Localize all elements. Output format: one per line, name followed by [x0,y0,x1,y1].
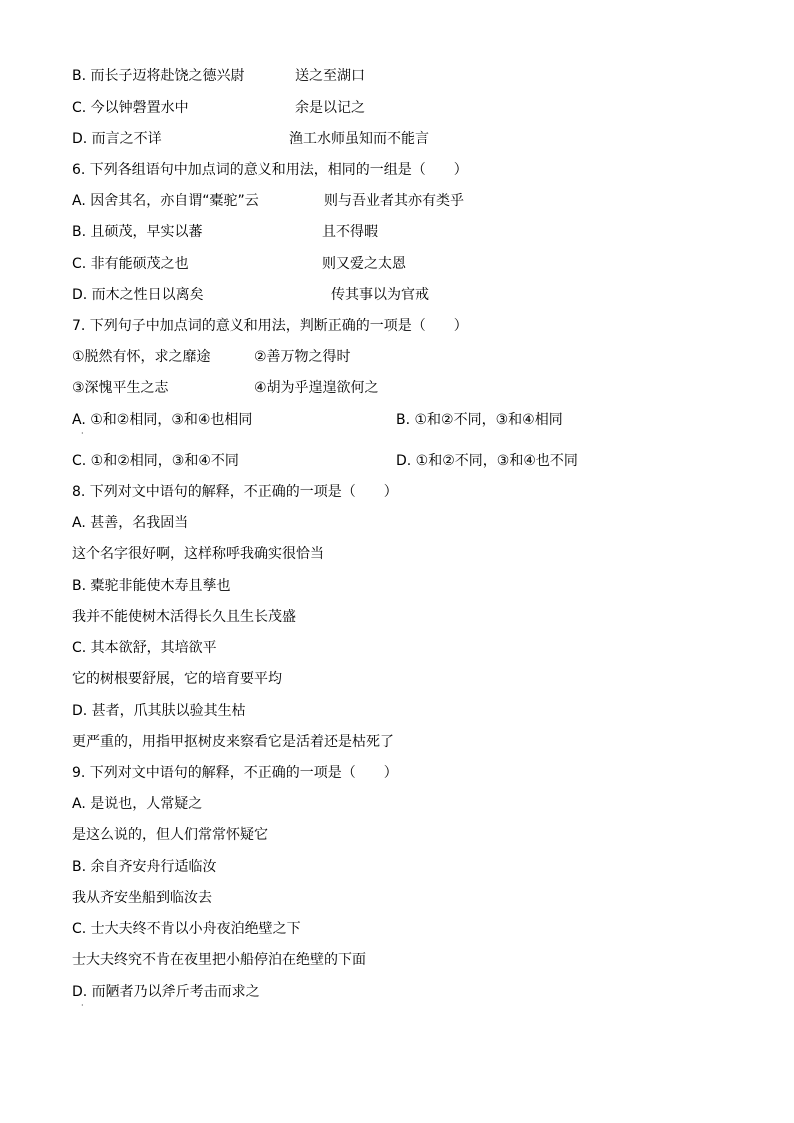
option-8a-explanation-text: 这个名字很好啊，这样称呼我确实很恰当 [72,546,324,562]
option-9c [72,918,301,940]
option-8d-explanation-text: 更严重的，用指甲抠树皮来察看它是活着还是枯死了 [72,734,394,750]
option-8b [72,575,231,597]
option-9b [72,856,217,878]
option-9a-explanation-text: 是这么说的，但人们常常怀疑它 [72,827,268,843]
option-8d-explanation [72,731,394,753]
option-9d-text: D. 而陋者乃以斧斤考击而求之 [72,984,260,1000]
option-5b-left: B. 而长子迈将赴饶之德兴尉 [72,68,245,84]
option-5c-left: C. 今以钟磬置水中 [72,100,189,116]
option-5d [72,128,429,150]
sentence-1: ①脱然有怀，求之靡途 [72,349,211,365]
sentence-2: ②善万物之得时 [254,349,351,365]
option-6a [72,190,464,212]
option-6a-right: 则与吾业者其亦有类乎 [324,193,464,209]
question-9-text: 9. 下列对文中语句的解释，不正确的一项是（ ） [72,765,398,781]
option-8c [72,637,217,659]
option-8b-explanation-text: 我并不能使树木活得长久且生长茂盛 [72,609,296,625]
option-6c-left: C. 非有能硕茂之也 [72,256,189,272]
option-9b-text: B. 余自齐安舟行适临汝 [72,859,217,875]
option-5c-right: 余是以记之 [295,100,365,116]
scan-dot-mark: · [81,1001,84,1010]
options-7ab [72,409,563,431]
option-8b-explanation [72,606,296,628]
option-8c-explanation-text: 它的树根要舒展，它的培育要平均 [72,671,282,687]
question-7-text: 7. 下列句子中加点词的意义和用法，判断正确的一项是（ ） [72,318,468,334]
question-9 [72,762,398,784]
option-8a-text: A. 甚善，名我固当 [72,515,189,531]
option-9a [72,793,202,815]
options-7cd [72,450,578,472]
question-6-text: 6. 下列各组语句中加点词的意义和用法，相同的一组是（ ） [72,162,468,178]
question-7 [72,315,468,337]
option-6b-right: 且不得暇 [322,224,378,240]
scan-dot-mark: · [81,429,84,438]
option-6c-right: 则又爱之太恩 [322,256,406,272]
option-6c [72,253,406,275]
option-7d: D. ①和②不同，③和④也不同 [396,453,578,469]
option-8b-text: B. 橐驼非能使木寿且孳也 [72,578,231,594]
sentence-pair-3-4 [72,377,379,399]
option-6d [72,284,429,306]
option-9c-explanation-text: 士大夫终究不肯在夜里把小船停泊在绝壁的下面 [72,952,366,968]
option-8a-explanation [72,543,324,565]
sentence-4: ④胡为乎遑遑欲何之 [254,380,379,396]
option-8d [72,700,246,722]
option-8c-text: C. 其本欲舒，其培欲平 [72,640,217,656]
option-6b-left: B. 且硕茂，早实以蕃 [72,224,203,240]
option-9a-text: A. 是说也，人常疑之 [72,796,203,812]
option-8c-explanation [72,668,282,690]
option-5b-right: 送之至湖口 [295,68,365,84]
option-7a: A. ①和②相同，③和④也相同 [72,412,253,428]
option-9b-explanation [72,887,212,909]
question-8-text: 8. 下列对文中语句的解释，不正确的一项是（ ） [72,484,398,500]
option-5c [72,97,365,119]
option-5b [72,65,365,87]
option-9b-explanation-text: 我从齐安坐船到临汝去 [72,890,212,906]
option-7b: B. ①和②不同，③和④相同 [396,412,563,428]
option-5d-left: D. 而言之不详 [72,131,162,147]
option-5d-right: 渔工水师虽知而不能言 [289,131,429,147]
option-9d [72,981,260,1003]
sentence-pair-1-2 [72,346,351,368]
question-8 [72,481,398,503]
option-6b [72,221,378,243]
option-7c: C. ①和②相同，③和④不同 [72,453,239,469]
option-6d-left: D. 而木之性日以离矣 [72,287,204,303]
option-9c-explanation [72,949,366,971]
option-9a-explanation [72,824,268,846]
sentence-3: ③深愧平生之志 [72,380,169,396]
option-8d-text: D. 甚者，爪其肤以验其生枯 [72,703,246,719]
option-8a [72,512,188,534]
question-6 [72,159,468,181]
option-9c-text: C. 士大夫终不肯以小舟夜泊绝壁之下 [72,921,301,937]
option-6d-right: 传其事以为官戒 [331,287,429,303]
option-6a-left: A. 因舍其名，亦自谓“橐驼”云 [72,193,259,209]
